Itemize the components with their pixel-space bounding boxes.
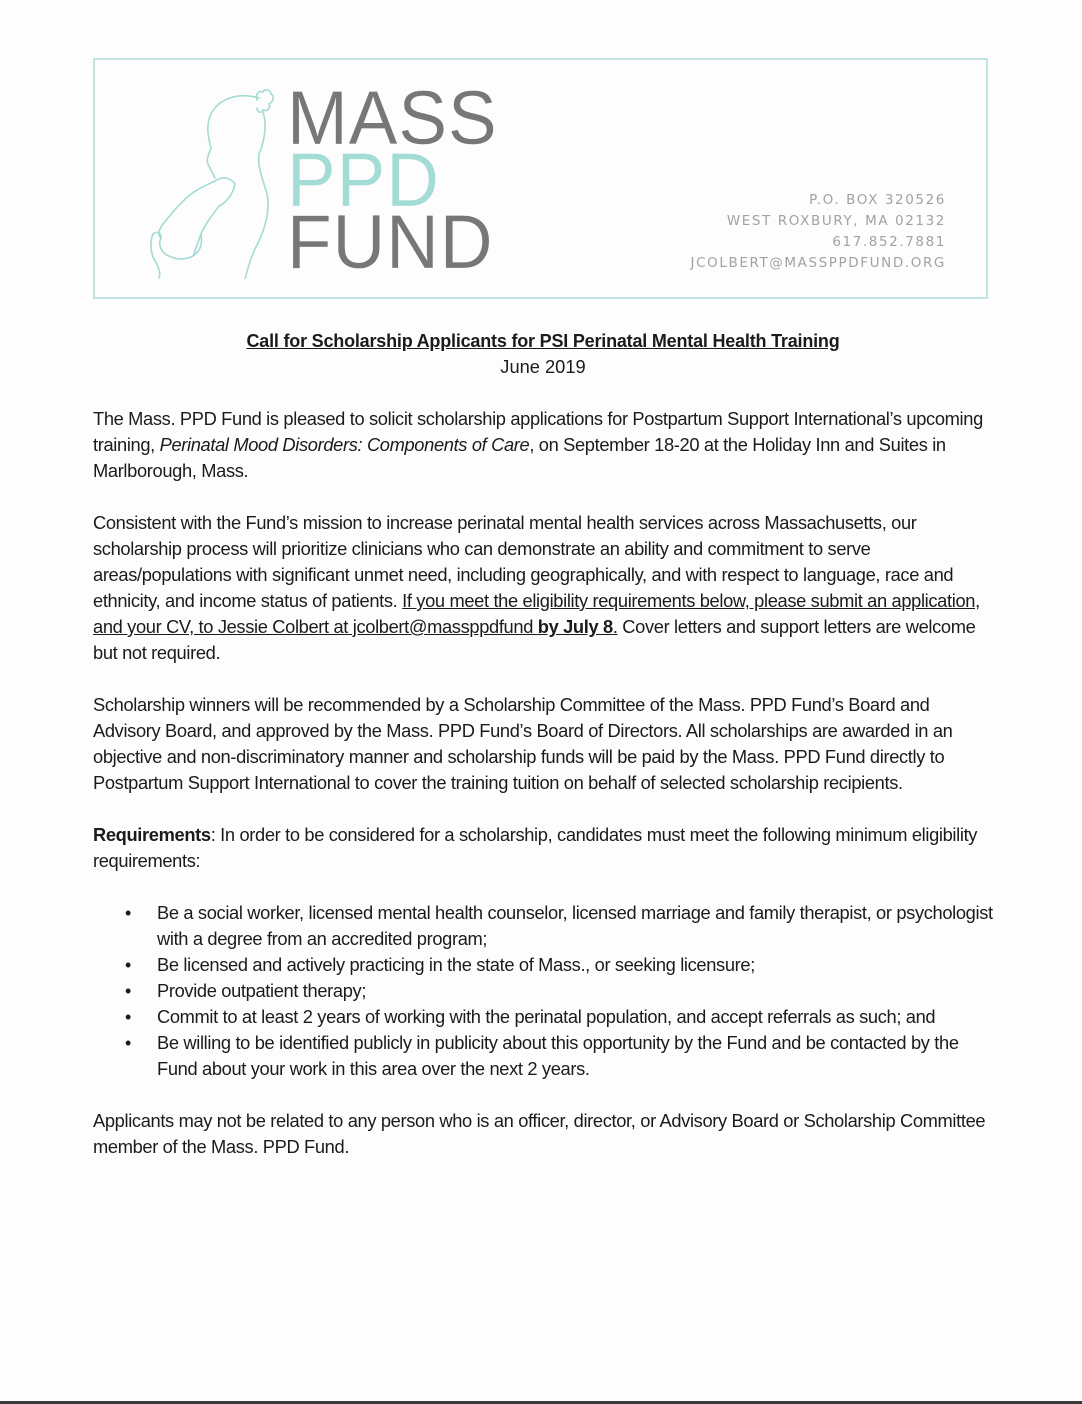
selection-paragraph: Scholarship winners will be recommended by a Scholarship Committee of the Mass. PPD Fund’s Board and Advisory Board, and approved by the Mass. PPD Fund’s Board of Directors. All scholarships are awarded in an objective and non-discriminatory manner and scholarship funds will be paid by the Mass. PPD Fund directly to Postpartum Support International to cover the training tuition on behalf of selected scholarship recipients. <box>93 694 953 793</box>
document-title: Call for Scholarship Applicants for PSI Perinatal Mental Health Training <box>246 331 840 351</box>
submission-period: . <box>612 616 618 637</box>
training-name: Perinatal Mood Disorders: Components of Care <box>159 434 530 455</box>
letterhead <box>93 58 988 299</box>
bullet-icon: • <box>125 955 131 975</box>
logo-ppd-text: PPD <box>287 138 440 223</box>
submission-text: If you meet the eligibility requirements below, please submit an application, and your CV, to Jessie Colbert at jcolbert@massppdfund <box>93 590 980 637</box>
city-address: WEST ROXBURY, MA 02132 <box>726 213 946 229</box>
requirements-intro: : In order to be considered for a scholarship, candidates must meet the following minimum eligibility requirements: <box>93 824 978 871</box>
bullet-icon: • <box>125 1007 131 1027</box>
list-item <box>93 952 993 978</box>
mission-paragraph <box>93 510 993 666</box>
phone-number: 617.852.7881 <box>832 234 946 250</box>
mother-and-baby-outline-icon <box>139 84 279 279</box>
bullet-icon: • <box>125 903 131 923</box>
mission-text: Consistent with the Fund’s mission to increase perinatal mental health services across Massachusetts, our scholarship process will prioritize clinicians who can demonstrate an ability and commitment to serve areas/populations with significant unmet need, including geographically, and with respect to language, race and ethnicity, and income status of patients. <box>93 512 954 611</box>
document-date: June 2019 <box>500 356 586 377</box>
email-address: JCOLBERT@MASSPPDFUND.ORG <box>690 255 946 271</box>
list-item-text: Be licensed and actively practicing in the state of Mass., or seeking licensure; <box>157 954 755 975</box>
list-item-text: Provide outpatient therapy; <box>157 980 367 1001</box>
requirements-list <box>93 900 993 1082</box>
list-item-text: Commit to at least 2 years of working with the perinatal population, and accept referrals as such; and <box>157 1006 936 1027</box>
intro-text: The Mass. PPD Fund is pleased to solicit scholarship applications for Postpartum Support International’s upcoming training, <box>93 408 983 455</box>
bullet-icon: • <box>125 1033 131 1053</box>
list-item <box>93 1004 993 1030</box>
requirements-paragraph <box>93 822 993 874</box>
logo-mass-text: MASS <box>287 76 498 161</box>
contact-block <box>691 190 947 274</box>
eligibility-restriction-paragraph: Applicants may not be related to any person who is an officer, director, or Advisory Board or Scholarship Committee member of the Mass. PPD Fund. <box>93 1110 986 1157</box>
intro-paragraph <box>93 406 993 484</box>
intro-text-end: , on September 18-20 at the Holiday Inn and Suites in Marlborough, Mass. <box>93 434 946 481</box>
cover-letter-note: Cover letters and support letters are welcome but not required. <box>93 616 976 663</box>
list-item <box>93 978 993 1004</box>
logo-fund-text: FUND <box>287 200 494 285</box>
bullet-icon: • <box>125 981 131 1001</box>
po-box: P.O. BOX 320526 <box>809 192 946 208</box>
deadline: by July 8 <box>537 616 613 637</box>
document-body <box>93 328 993 1186</box>
list-item <box>93 900 993 952</box>
list-item <box>93 1030 993 1082</box>
list-item-text: Be willing to be identified publicly in publicity about this opportunity by the Fund and be contacted by the Fund about your work in this area over the next 2 years. <box>157 1032 959 1079</box>
requirements-label: Requirements <box>93 824 211 845</box>
list-item-text: Be a social worker, licensed mental health counselor, licensed marriage and family therapist, or psychologist with a degree from an accredited program; <box>157 902 993 949</box>
